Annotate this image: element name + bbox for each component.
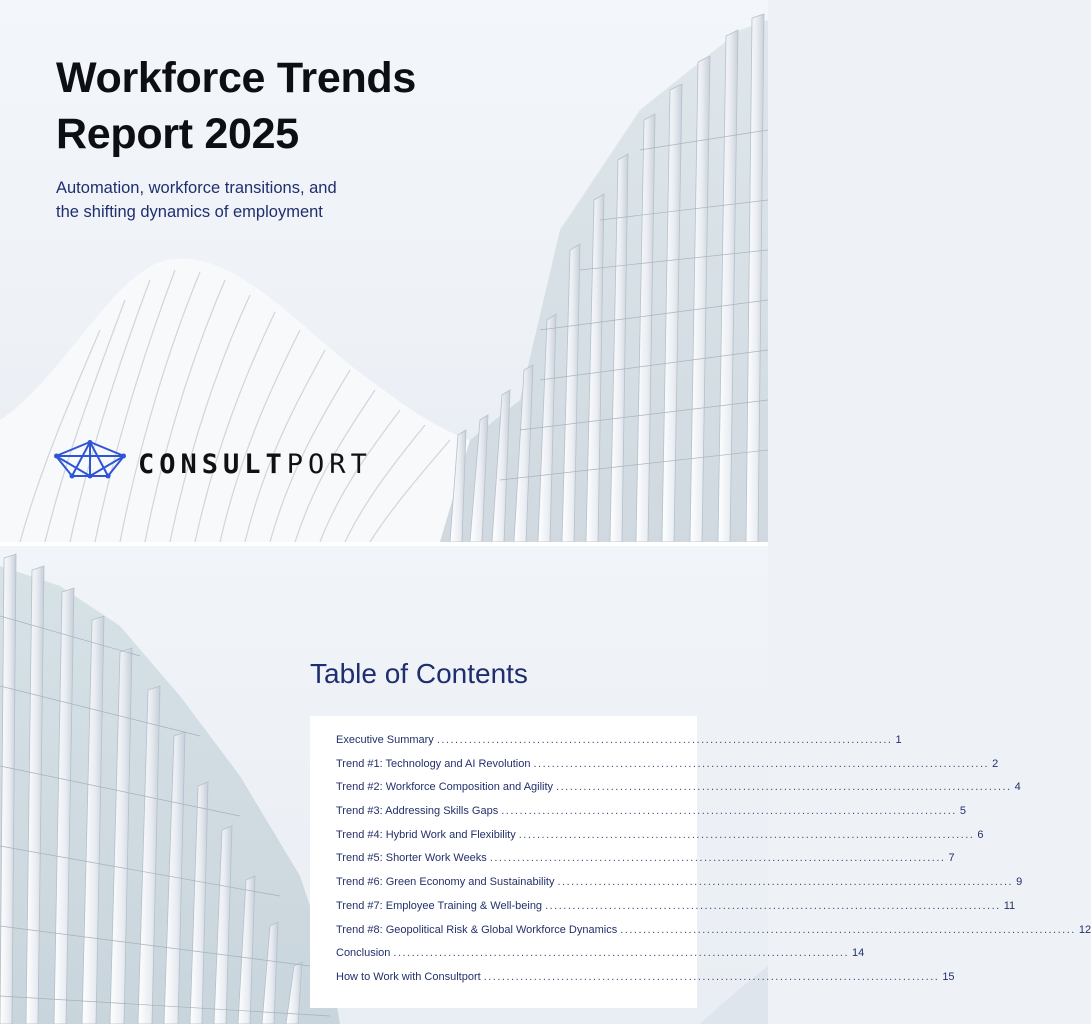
wordmark-bold: CONSULT [138, 448, 287, 480]
toc-card [310, 716, 1091, 1008]
toc-entry-page: 14 [852, 947, 865, 960]
wordmark-light: PORT [286, 448, 372, 480]
toc-entry-page: 9 [1016, 876, 1023, 889]
consultport-logo [54, 440, 372, 488]
toc-entry-label: How to Work with Consultport [336, 970, 481, 983]
toc-entry-page: 1 [895, 734, 902, 746]
toc-page [0, 546, 1091, 1024]
toc-entry-page: 15 [942, 970, 955, 983]
toc-leader-dots: .................................................................................................... [533, 757, 990, 770]
toc-entry[interactable] [336, 876, 1023, 900]
toc-entry[interactable] [336, 947, 865, 971]
toc-entry[interactable] [336, 970, 955, 995]
report-subtitle-line-1: Automation, workforce transitions, and [56, 179, 337, 197]
toc-entry-label: Trend #4: Hybrid Work and Flexibility [336, 828, 516, 841]
toc-leader-dots: .................................................................................................... [545, 899, 1001, 912]
toc-entry-page: 12 [1078, 923, 1091, 936]
report-subtitle-line-2: the shifting dynamics of employment [56, 203, 323, 221]
report-title-line-1: Workforce Trends [56, 54, 417, 102]
toc-entry-label: Conclusion [336, 947, 391, 960]
toc-entry-label: Trend #6: Green Economy and Sustainability [336, 876, 555, 889]
geometric-boat-network-icon [54, 440, 126, 488]
toc-entry-label: Trend #7: Employee Training & Well-being [336, 899, 543, 912]
toc-entry-page: 11 [1003, 899, 1016, 912]
toc-leader-dots: .................................................................................................... [556, 781, 1012, 794]
toc-leader-dots: .................................................................................................... [489, 852, 946, 865]
toc-entry[interactable] [336, 923, 1091, 948]
toc-entry-label: Trend #8: Geopolitical Risk & Global Workforce Dynamics [336, 923, 618, 936]
consultport-wordmark [138, 449, 372, 480]
cover-page [0, 0, 768, 542]
toc-leader-dots: .................................................................................................... [436, 734, 893, 746]
toc-leader-dots: .................................................................................................... [518, 828, 975, 841]
toc-entry[interactable] [336, 899, 1016, 924]
toc-entry[interactable] [336, 805, 966, 829]
toc-leader-dots: .................................................................................................... [501, 805, 957, 818]
toc-leader-dots: .................................................................................................... [557, 876, 1014, 889]
toc-leader-dots: .................................................................................................... [393, 947, 850, 960]
toc-entry-page: 7 [948, 852, 955, 865]
toc-leader-dots: .................................................................................................... [483, 970, 940, 983]
toc-heading: Table of Contents [310, 658, 528, 689]
toc-entry-page: 5 [959, 805, 966, 818]
toc-entry-page: 6 [977, 828, 984, 841]
toc-entry[interactable] [336, 852, 955, 876]
toc-leader-dots: .................................................................................................... [620, 923, 1076, 936]
toc-entry-label: Trend #3: Addressing Skills Gaps [336, 805, 499, 818]
report-title-line-2: Report 2025 [56, 110, 299, 158]
toc-entry[interactable] [336, 757, 999, 782]
toc-entry-page: 4 [1014, 781, 1021, 794]
toc-entry-label: Executive Summary [336, 734, 434, 746]
report-title [56, 50, 516, 162]
toc-entry-label: Trend #2: Workforce Composition and Agility [336, 781, 554, 794]
toc-entry-label: Trend #5: Shorter Work Weeks [336, 852, 487, 865]
report-subtitle [56, 176, 416, 224]
toc-entry-label: Trend #1: Technology and AI Revolution [336, 757, 531, 770]
toc-entry-page: 2 [992, 757, 999, 770]
toc-entry[interactable] [336, 781, 1021, 805]
toc-entry[interactable] [336, 734, 902, 758]
toc-entry[interactable] [336, 828, 984, 853]
